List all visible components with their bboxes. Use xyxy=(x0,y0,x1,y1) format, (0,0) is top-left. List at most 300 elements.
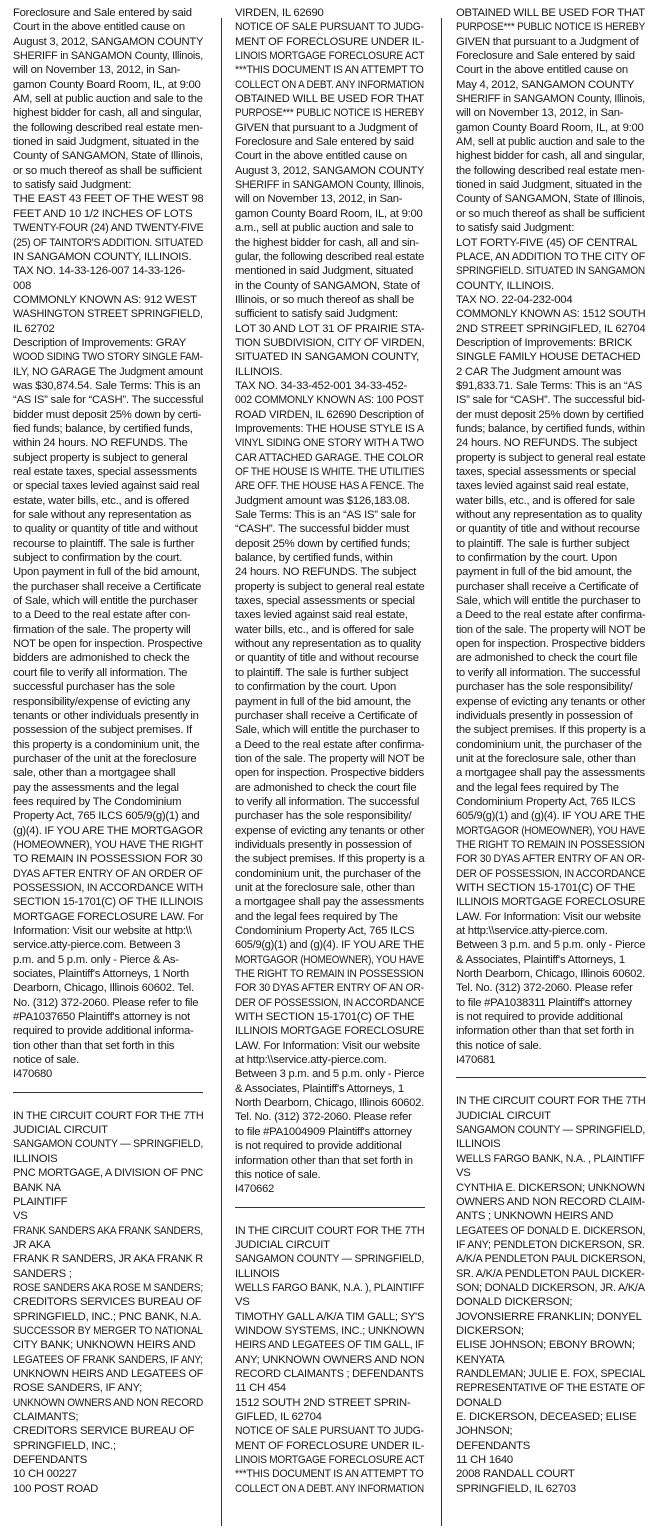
notice-line: Tel. No. (312) 372-2060. Please refer xyxy=(235,1111,412,1124)
notice-line: OBTAINED WILL BE USED FOR THAT xyxy=(456,7,645,19)
notice-line: COLLECT ON A DEBT. ANY INFORMATION xyxy=(235,1482,424,1495)
notice-line: unit at the foreclosure sale, other than xyxy=(456,752,636,765)
notice-line: Sale, which will entitle the purchaser to xyxy=(235,724,420,737)
notice-line: is not required to provide additional xyxy=(235,1140,402,1153)
notice-line: without any representation as to quality xyxy=(235,638,421,651)
notice-line: Court in the above entitled cause on xyxy=(456,64,628,77)
notice-line: OBTAINED WILL BE USED FOR THAT xyxy=(235,93,424,106)
notice-line: PNC MORTGAGE, A DIVISION OF PNC xyxy=(13,1167,204,1180)
notice-line: gamon County Board Room, IL, at 9:00 xyxy=(235,207,423,220)
notice-line: COMMONLY KNOWN AS: 912 WEST xyxy=(13,293,197,306)
notice-line: required to provide additional informa- xyxy=(13,1025,194,1038)
notice-line: ***THIS DOCUMENT IS AN ATTEMPT TO xyxy=(235,1468,424,1481)
notice-line: SPRINGFIELD, INC.; xyxy=(13,1439,116,1452)
notice-line: POSSESSION, IN ACCORDANCE WITH xyxy=(13,881,204,894)
notice-line: ILLINOIS. xyxy=(235,365,283,378)
notice-line: real estate taxes, special assessments xyxy=(13,466,197,478)
notice-line: MORTGAGOR (HOMEOWNER), YOU HAVE xyxy=(235,953,424,966)
notice-line: 2ND STREET SPRINGIFLED, IL 62704 xyxy=(456,322,646,335)
notice-line: TWENTY-FOUR (24) AND TWENTY-FIVE xyxy=(13,222,204,235)
notice-line: $91,833.71. Sale Terms: This is an “AS xyxy=(456,379,642,392)
notice-line: JOVONSIERRE FRANKLIN; DONYEL xyxy=(456,1310,642,1323)
notice-line: to confirmation by the court. Upon xyxy=(456,552,618,565)
notice-line: or quantity of title and without recourse xyxy=(456,523,640,536)
notice-line: will on November 13, 2012, in San- xyxy=(13,64,181,77)
notice-line: the following described real estate men- xyxy=(456,164,645,177)
notice-line: ILLINOIS xyxy=(456,1138,501,1151)
notice-line: Illinois, or so much thereof as shall be xyxy=(235,293,415,306)
notice-line: tioned in said Judgment, situated in the xyxy=(13,136,199,149)
notice-line: taxes levied against said real estate, xyxy=(456,480,629,493)
notice-line: NOTICE OF SALE PURSUANT TO JUDG- xyxy=(235,1425,424,1438)
notice-line: responsibility/expense of evicting any xyxy=(13,695,191,708)
notice-line: SHERIFF in SANGAMON County, Illinois, xyxy=(13,50,203,63)
notice-line: I470681 xyxy=(456,1054,496,1067)
notice-line: THE EAST 43 FEET OF THE WEST 98 xyxy=(13,193,204,206)
notice-line: CLAIMANTS; xyxy=(13,1411,79,1423)
notice-line: FRANK R SANDERS, JR AKA FRANK R xyxy=(13,1253,203,1266)
notice-line: 11 CH 454 xyxy=(235,1382,286,1395)
notice-line: JUDICIAL CIRCUIT xyxy=(13,1124,108,1137)
notice-line: CREDITORS SERVICES BUREAU OF xyxy=(13,1296,202,1309)
column-3 xyxy=(456,6,645,1496)
notice-line: FRANK SANDERS AKA FRANK SANDERS, xyxy=(13,1224,203,1237)
notice-line: Foreclosure and Sale entered by said xyxy=(13,7,192,19)
notice-separator xyxy=(235,1207,425,1208)
notice-line: water bills, etc., and is offered for sale xyxy=(235,623,414,636)
notice-line: CREDITORS SERVICE BUREAU OF xyxy=(13,1425,195,1438)
notice-line: Information: Visit our website at http:\\ xyxy=(13,925,192,937)
notice-line: CAR ATTACHED GARAGE. THE COLOR xyxy=(235,451,424,464)
legal-notice xyxy=(235,6,424,1197)
notice-line: VIRDEN, IL 62690 xyxy=(235,7,324,19)
notice-line: TO REMAIN IN POSSESSION FOR 30 xyxy=(13,853,203,866)
notice-line: condominium unit, the purchaser of the xyxy=(456,738,642,751)
notice-line: at http:\\service.atty-pierce.com. xyxy=(456,925,608,937)
notice-line: SANGAMON COUNTY — SPRINGFIELD, xyxy=(235,1253,425,1266)
notice-line: ***THIS DOCUMENT IS AN ATTEMPT TO xyxy=(235,64,424,77)
notice-line: SPRINGFIELD, IL 62703 xyxy=(456,1482,576,1495)
notice-line: condominium unit, the purchaser of the xyxy=(235,867,421,880)
notice-line: WINDOW SYSTEMS, INC.; UNKNOWN xyxy=(235,1324,425,1337)
notice-line: sociates, Plaintiff's Attorneys, 1 North xyxy=(13,968,189,981)
notice-line: unit at the foreclosure sale, other than xyxy=(235,881,415,894)
notice-line: JUDICIAL CIRCUIT xyxy=(456,1109,551,1122)
notice-line: A/K/A PENDLETON PAUL DICKERSON, xyxy=(456,1253,646,1266)
notice-line: JOHNSON; xyxy=(456,1425,513,1438)
notice-line: a Deed to the real estate after confirma- xyxy=(235,738,425,751)
notice-line: Description of Improvements: BRICK xyxy=(456,336,633,349)
legal-notice xyxy=(235,1224,424,1497)
notice-line: Condominium Property Act, 765 ILCS xyxy=(456,795,636,808)
notice-line: DONALD DICKERSON; xyxy=(456,1296,573,1309)
notice-line: highest bidder for cash, all and singular, xyxy=(13,107,202,120)
notice-line: (g)(4). IF YOU ARE THE MORTGAGOR xyxy=(13,824,203,837)
notice-line: recourse to plaintiff. The sale is further xyxy=(13,537,195,550)
notice-line: purchaser has the sole responsibility/ xyxy=(456,681,633,694)
notice-line: KENYATA xyxy=(456,1353,505,1366)
notice-line: to plaintiff. The sale is further subject xyxy=(235,666,409,679)
notice-line: information other than that set forth in xyxy=(456,1025,634,1038)
notice-line: COLLECT ON A DEBT. ANY INFORMATION xyxy=(235,78,424,91)
notice-line: MORTGAGE FORECLOSURE LAW. For xyxy=(13,910,204,923)
notice-line: RANDLEMAN; JULIE E. FOX, SPECIAL xyxy=(456,1367,646,1380)
notice-line: court file to verify all information. The xyxy=(13,666,188,679)
notice-line: BANK NA xyxy=(13,1181,61,1194)
notice-line: the subject premises. If this property is a xyxy=(456,724,646,737)
notice-line: FEET AND 10 1/2 INCHES OF LOTS xyxy=(13,207,193,220)
notice-line: DEFENDANTS xyxy=(456,1439,531,1452)
notice-line: are admonished to check the court file xyxy=(235,781,417,794)
column-divider xyxy=(221,18,222,1526)
notice-line: AM, sell at public auction and sale to the xyxy=(456,136,645,149)
notice-line: TAX NO. 34-33-452-001 34-33-452- xyxy=(235,379,408,392)
notice-line: No. (312) 372-2060. Please refer to file xyxy=(13,996,199,1009)
notice-line: within 24 hours. NO REFUNDS. The xyxy=(13,437,188,450)
notice-line: FOR 30 DYAS AFTER ENTRY OF AN OR- xyxy=(235,982,424,995)
notice-line: ANY; UNKNOWN OWNERS AND NON xyxy=(235,1353,425,1366)
notice-line: open for inspection. Prospective bidders xyxy=(456,638,645,651)
notice-line: RECORD CLAIMANTS ; DEFENDANTS xyxy=(235,1367,424,1380)
notice-line: purchaser has the sole responsibility/ xyxy=(235,810,412,823)
notice-line: funds; balance, by certified funds, within xyxy=(456,422,645,435)
notice-line: County of SANGAMON, State of Illinois, xyxy=(13,150,203,163)
notice-line: tenants or other individuals presently in xyxy=(13,709,199,722)
notice-line: individuals presently in possession of xyxy=(235,838,412,851)
notice-line: to verify all information. The successful xyxy=(235,795,420,808)
notice-line: tion other than that set forth in this xyxy=(13,1039,175,1052)
notice-line: to plaintiff. The sale is further subject xyxy=(456,537,630,550)
notice-line: DICKERSON; xyxy=(456,1324,524,1337)
notice-line: property is subject to general real estate xyxy=(456,451,646,464)
notice-line: fees required by The Condominium xyxy=(13,795,182,808)
notice-line: ILLINOIS MORTGAGE FORECLOSURE xyxy=(235,1025,425,1038)
notice-line: IF ANY; PENDLETON DICKERSON, SR. xyxy=(456,1238,645,1251)
notice-line: sufficient to satisfy said Judgment: xyxy=(235,308,398,321)
notice-line: and the legal fees required by The xyxy=(456,781,619,794)
notice-line: and the legal fees required by The xyxy=(235,910,398,923)
notice-line: SPRINGFIELD, INC.; PNC BANK, N.A. xyxy=(13,1310,202,1323)
notice-line: to satisfy said Judgment: xyxy=(456,222,575,235)
notice-line: #PA1037650 Plaintiff's attorney is not xyxy=(13,1011,190,1024)
notice-line: “AS IS” sale for “CASH”. The successful xyxy=(13,394,204,407)
notice-line: E. DICKERSON, DECEASED; ELISE xyxy=(456,1411,637,1423)
notice-line: the following described real estate men- xyxy=(13,121,203,134)
notice-line: will on November 13, 2012, in San- xyxy=(456,107,624,120)
notice-line: Improvements: THE HOUSE STYLE IS A xyxy=(235,422,424,435)
notice-line: of Sale, which will entitle the purchaser xyxy=(13,595,198,608)
notice-line: DEFENDANTS xyxy=(13,1454,88,1467)
notice-line: ILLINOIS xyxy=(235,1267,280,1280)
notice-line: to quality or quantity of title and without xyxy=(13,523,198,536)
notice-line: SUCCESSOR BY MERGER TO NATIONAL xyxy=(13,1324,203,1337)
notice-line: service.atty-pierce.com. Between 3 xyxy=(13,939,181,952)
notice-line: SON; DONALD DICKERSON, JR. A/K/A xyxy=(456,1281,645,1294)
notice-line: LAW. For Information: Visit our website xyxy=(456,910,641,923)
notice-line: JUDICIAL CIRCUIT xyxy=(235,1238,330,1251)
notice-line: 1512 SOUTH 2ND STREET SPRIN- xyxy=(235,1396,411,1409)
notice-line: Between 3 p.m. and 5 p.m. only - Pierce xyxy=(456,939,646,952)
notice-line: ILLINOIS xyxy=(13,1152,58,1165)
notice-line: without any representation as to quality xyxy=(456,509,642,522)
notice-line: MENT OF FORECLOSURE UNDER IL- xyxy=(235,35,425,48)
notice-line: this notice of sale. xyxy=(235,1168,321,1181)
notice-line: 24 hours. NO REFUNDS. The subject xyxy=(456,437,638,450)
notice-line: will on November 13, 2012, in San- xyxy=(235,193,403,206)
notice-line: taxes, special assessments or special xyxy=(235,595,415,608)
notice-line: (HOMEOWNER), YOU HAVE THE RIGHT xyxy=(13,838,204,851)
column-divider xyxy=(441,18,442,1526)
notice-line: Sale, which will entitle the purchaser to xyxy=(456,595,641,608)
notice-line: THE RIGHT TO REMAIN IN POSSESSION xyxy=(235,968,424,981)
notice-line: gamon County Board Room, IL, at 9:00 xyxy=(456,121,644,134)
notice-line: Foreclosure and Sale entered by said xyxy=(456,50,635,63)
notice-line: 10 CH 00227 xyxy=(13,1468,77,1481)
notice-separator xyxy=(13,1092,203,1093)
notice-line: WELLS FARGO BANK, N.A. , PLAINTIFF xyxy=(456,1152,645,1165)
notice-line: MENT OF FORECLOSURE UNDER IL- xyxy=(235,1439,425,1452)
notice-line: gular, the following described real estate xyxy=(235,250,425,263)
notice-line: for sale without any representation as xyxy=(13,509,192,522)
notice-line: IN THE CIRCUIT COURT FOR THE 7TH xyxy=(13,1109,204,1122)
notice-line: PLAINTIFF xyxy=(13,1195,68,1208)
notice-line: AM, sell at public auction and sale to the xyxy=(13,93,203,106)
notice-line: tion of the sale. The property will NOT be xyxy=(456,623,646,636)
notice-line: a Deed to the real estate after confirma- xyxy=(456,609,646,622)
notice-line: to file #PA1004909 Plaintiff's attorney xyxy=(235,1125,412,1138)
notice-line: IN THE CIRCUIT COURT FOR THE 7TH xyxy=(235,1224,425,1237)
notice-line: successful purchaser has the sole xyxy=(13,681,175,694)
notice-line: County of SANGAMON, State of Illinois, xyxy=(456,193,645,206)
notice-line: 002 COMMONLY KNOWN AS: 100 POST xyxy=(235,394,424,407)
notice-line: 2008 RANDALL COURT xyxy=(456,1468,575,1481)
notice-line: LINOIS MORTGAGE FORECLOSURE ACT xyxy=(235,1454,425,1467)
notice-line: DER OF POSSESSION, IN ACCORDANCE xyxy=(456,867,646,880)
notice-line: taxes levied against said real estate, xyxy=(235,609,408,622)
notice-line: purchaser shall receive a Certificate of xyxy=(456,580,639,593)
notice-line: expense of evicting any tenants or other xyxy=(235,824,425,837)
notice-line: property is subject to general real estate xyxy=(235,580,425,593)
notice-line: the highest bidder for cash, all and sin- xyxy=(235,236,419,249)
notice-line: subject to confirmation by the court. xyxy=(13,552,183,565)
notice-line: WELLS FARGO BANK, N.A. ), PLAINTIFF xyxy=(235,1281,425,1294)
notice-separator xyxy=(456,1077,646,1078)
notice-line: THE RIGHT TO REMAIN IN POSSESSION xyxy=(456,838,645,851)
notice-line: TION SUBDIVISION, CITY OF VIRDEN, xyxy=(235,336,425,349)
notice-line: to verify all information. The successful xyxy=(456,666,641,679)
notice-line: estate, water bills, etc., and is offered xyxy=(13,494,190,507)
legal-notice xyxy=(13,1109,203,1496)
notice-line: VS xyxy=(13,1210,28,1223)
notice-line: DYAS AFTER ENTRY OF AN ORDER OF xyxy=(13,867,203,880)
notice-line: ARE OFF. THE HOUSE HAS A FENCE. The xyxy=(235,480,424,493)
notice-line: to file #PA1038311 Plaintiff's attorney xyxy=(456,996,632,1009)
notice-line: Judgment amount was $126,183.08. xyxy=(235,494,410,507)
notice-line: PURPOSE*** PUBLIC NOTICE IS HEREBY xyxy=(456,21,646,34)
notice-line: FOR 30 DYAS AFTER ENTRY OF AN OR- xyxy=(456,853,645,866)
legal-notice xyxy=(456,1094,645,1496)
notice-line: possession of the subject premises. If xyxy=(13,724,192,737)
notice-line: OWNERS AND NON RECORD CLAIM- xyxy=(456,1195,645,1208)
notice-line: fied funds; balance, by certified funds, xyxy=(13,422,193,435)
notice-line: GIVEN that pursuant to a Judgment of xyxy=(235,121,418,134)
column-2 xyxy=(235,6,424,1496)
notice-line: & Associates, Plaintiff's Attorneys, 1 xyxy=(456,953,625,966)
notice-line: LAW. For Information: Visit our website xyxy=(235,1039,420,1052)
notice-line: I470680 xyxy=(13,1068,53,1081)
notice-line: at http:\\service.atty-pierce.com. xyxy=(235,1054,387,1067)
notice-line: to satisfy said Judgment: xyxy=(13,179,132,192)
notice-line: mentioned in said Judgment, situated xyxy=(235,265,414,278)
notice-line: highest bidder for cash, all and singular, xyxy=(456,150,645,163)
notice-line: ILY, NO GARAGE The Judgment amount xyxy=(13,365,203,378)
notice-line: payment in full of the bid amount, the xyxy=(456,566,632,579)
notice-line: the purchaser shall receive a Certificate xyxy=(13,580,202,593)
notice-line: Sale Terms: This is an “AS IS” sale for xyxy=(235,509,416,522)
notice-line: in the County of SANGAMON, State of xyxy=(235,279,420,292)
notice-line: IS” sale for “CASH”. The successful bid- xyxy=(456,394,646,407)
notice-line: 24 hours. NO REFUNDS. The subject xyxy=(235,566,417,579)
notice-line: DONALD xyxy=(456,1396,502,1409)
notice-line: PLACE, AN ADDITION TO THE CITY OF xyxy=(456,250,646,263)
notice-line: Upon payment in full of the bid amount, xyxy=(13,566,200,579)
notice-line: VINYL SIDING ONE STORY WITH A TWO xyxy=(235,437,424,450)
notice-line: LOT FORTY-FIVE (45) OF CENTRAL xyxy=(456,236,638,249)
notice-line: information other than that set forth in xyxy=(235,1154,413,1167)
notice-line: VS xyxy=(456,1167,471,1180)
notice-line: NOTICE OF SALE PURSUANT TO JUDG- xyxy=(235,21,424,34)
notice-line: or special taxes levied against said real xyxy=(13,480,200,493)
notice-line: TIMOTHY GALL A/K/A TIM GALL; SY'S xyxy=(235,1310,425,1323)
notice-line: WITH SECTION 15-1701(C) OF THE xyxy=(456,881,636,894)
notice-line: Dearborn, Chicago, Illinois 60602. Tel. xyxy=(13,982,194,995)
notice-line: der must deposit 25% down by certified xyxy=(456,408,644,421)
notice-line: bidder must deposit 25% down by certi- xyxy=(13,408,202,421)
notice-line: “CASH”. The successful bidder must xyxy=(235,523,409,536)
notice-line: a.m., sell at public auction and sale to xyxy=(235,222,414,235)
notice-line: LOT 30 AND LOT 31 OF PRAIRIE STA- xyxy=(235,322,425,335)
notice-line: a mortgagee shall pay the assessments xyxy=(235,896,424,909)
notice-line: to a Deed to the real estate after con- xyxy=(13,609,191,622)
notice-line: ROSE SANDERS, IF ANY; xyxy=(13,1382,142,1395)
notice-line: firmation of the sale. The property will xyxy=(13,623,191,636)
notice-line: GIFLED, IL 62704 xyxy=(235,1411,322,1423)
notice-line: LEGATEES OF DONALD E. DICKERSON, xyxy=(456,1224,646,1237)
notice-line: to confirmation by the court. Upon xyxy=(235,681,397,694)
notice-line: water bills, etc., and is offered for sale xyxy=(456,494,635,507)
legal-notice xyxy=(456,6,645,1067)
notice-line: August 3, 2012, SANGAMON COUNTY xyxy=(13,35,204,48)
notice-line: the subject premises. If this property is a xyxy=(235,853,425,866)
notice-line: 008 xyxy=(13,279,32,292)
notice-line: CYNTHIA E. DICKERSON; UNKNOWN xyxy=(456,1181,645,1194)
notice-line: Between 3 p.m. and 5 p.m. only - Pierce xyxy=(235,1068,425,1081)
notice-line: or so much thereof as shall be sufficient xyxy=(456,207,645,220)
notice-line: SINGLE FAMILY HOUSE DETACHED xyxy=(456,351,641,364)
notice-line: payment in full of the bid amount, the xyxy=(235,695,411,708)
notice-line: NOT be open for inspection. Prospective xyxy=(13,638,203,651)
notice-line: North Dearborn, Chicago, Illinois 60602. xyxy=(456,968,645,981)
notice-line: JR AKA xyxy=(13,1238,51,1251)
notice-line: IL 62702 xyxy=(13,322,55,335)
notice-line: May 4, 2012, SANGAMON COUNTY xyxy=(456,78,635,91)
notice-line: MORTGAGOR (HOMEOWNER), YOU HAVE xyxy=(456,824,645,837)
notice-line: ANTS ; UNKNOWN HEIRS AND xyxy=(456,1210,614,1223)
notice-line: 605/9(g)(1) and (g)(4). IF YOU ARE THE xyxy=(235,939,425,952)
notice-line: tion of the sale. The property will NOT be xyxy=(235,752,425,765)
notice-line: I470662 xyxy=(235,1183,275,1196)
notice-line: sale, other than a mortgagee shall xyxy=(13,767,176,780)
notice-line: OF THE HOUSE IS WHITE. THE UTILITIES xyxy=(235,466,425,478)
notice-line: this property is a condominium unit, the xyxy=(13,738,200,751)
notice-line: tioned in said Judgment, situated in the xyxy=(456,179,642,192)
notice-line: this notice of sale. xyxy=(456,1039,542,1052)
notice-line: SHERIFF in SANGAMON County, Illinois, xyxy=(235,179,424,192)
notice-line: expense of evicting any tenants or other xyxy=(456,695,646,708)
notice-line: COMMONLY KNOWN AS: 1512 SOUTH xyxy=(456,308,646,321)
notice-line: TAX NO. 14-33-126-007 14-33-126- xyxy=(13,265,186,278)
notice-line: ROSE SANDERS AKA ROSE M SANDERS; xyxy=(13,1281,203,1294)
notice-line: 100 POST ROAD xyxy=(13,1482,99,1495)
notice-line: REPRESENTATIVE OF THE ESTATE OF xyxy=(456,1382,645,1395)
notice-line: IN THE CIRCUIT COURT FOR THE 7TH xyxy=(456,1095,646,1108)
notice-line: HEIRS AND LEGATEES OF TIM GALL, IF xyxy=(235,1339,424,1352)
notice-line: VS xyxy=(235,1296,250,1309)
notice-line: PURPOSE*** PUBLIC NOTICE IS HEREBY xyxy=(235,107,425,120)
notice-line: or quantity of title and without recourse xyxy=(235,652,419,665)
notice-line: individuals presently in possession of xyxy=(456,709,633,722)
notice-line: SPRINGFIELD. SITUATED IN SANGAMON xyxy=(456,265,645,278)
notice-line: Foreclosure and Sale entered by said xyxy=(235,136,414,149)
notice-line: balance, by certified funds, within xyxy=(235,552,393,565)
notice-line: subject property is subject to general xyxy=(13,451,188,464)
notice-line: bidders are admonished to check the xyxy=(13,652,190,665)
notice-line: ROAD VIRDEN, IL 62690 Description of xyxy=(235,408,424,421)
notice-line: ILLINOIS MORTGAGE FORECLOSURE xyxy=(456,896,646,909)
notice-line: WOOD SIDING TWO STORY SINGLE FAM- xyxy=(13,351,203,364)
notice-line: taxes, special assessments or special xyxy=(456,466,636,478)
notice-line: LEGATEES OF FRANK SANDERS, IF ANY; xyxy=(13,1353,203,1366)
notice-line: SHERIFF in SANGAMON County, Illinois, xyxy=(456,93,645,106)
notice-line: p.m. and 5 p.m. only - Pierce & As- xyxy=(13,953,179,966)
notice-line: DER OF POSSESSION, IN ACCORDANCE xyxy=(235,996,425,1009)
notice-line: (25) OF TAINTOR'S ADDITION. SITUATED xyxy=(13,236,203,249)
notice-line: SANGAMON COUNTY — SPRINGFIELD, xyxy=(13,1138,204,1151)
notice-line: North Dearborn, Chicago, Illinois 60602. xyxy=(235,1097,424,1110)
notice-line: a mortgagee shall pay the assessments xyxy=(456,767,645,780)
legal-notice xyxy=(13,6,203,1082)
notice-line: CITY BANK; UNKNOWN HEIRS AND xyxy=(13,1339,196,1352)
notice-line: purchaser shall receive a Certificate of xyxy=(235,709,418,722)
notice-line: 2 CAR The Judgment amount was xyxy=(456,365,622,378)
notice-line: 11 CH 1640 xyxy=(456,1454,513,1467)
notice-line: WITH SECTION 15-1701(C) OF THE xyxy=(235,1011,415,1024)
notice-line: deposit 25% down by certified funds; xyxy=(235,537,410,550)
notice-line: SR. A/K/A PENDLETON PAUL DICKER- xyxy=(456,1267,645,1280)
notice-line: UNKNOWN HEIRS AND LEGATEES OF xyxy=(13,1367,204,1380)
notice-line: 605/9(g)(1) and (g)(4). IF YOU ARE THE xyxy=(456,810,646,823)
notice-line: open for inspection. Prospective bidders xyxy=(235,767,424,780)
notice-line: GIVEN that pursuant to a Judgment of xyxy=(456,35,639,48)
notice-line: IN SANGAMON COUNTY, ILLINOIS. xyxy=(13,250,192,263)
notice-line: was $30,874.54. Sale Terms: This is an xyxy=(13,379,201,392)
notice-line: ELISE JOHNSON; EBONY BROWN; xyxy=(456,1339,635,1352)
notice-line: Condominium Property Act, 765 ILCS xyxy=(235,925,415,937)
notice-line: COUNTY, ILLINOIS. xyxy=(456,279,554,292)
notice-line: are admonished to check the court file xyxy=(456,652,638,665)
notice-line: August 3, 2012, SANGAMON COUNTY xyxy=(235,164,425,177)
column-1 xyxy=(13,6,203,1496)
